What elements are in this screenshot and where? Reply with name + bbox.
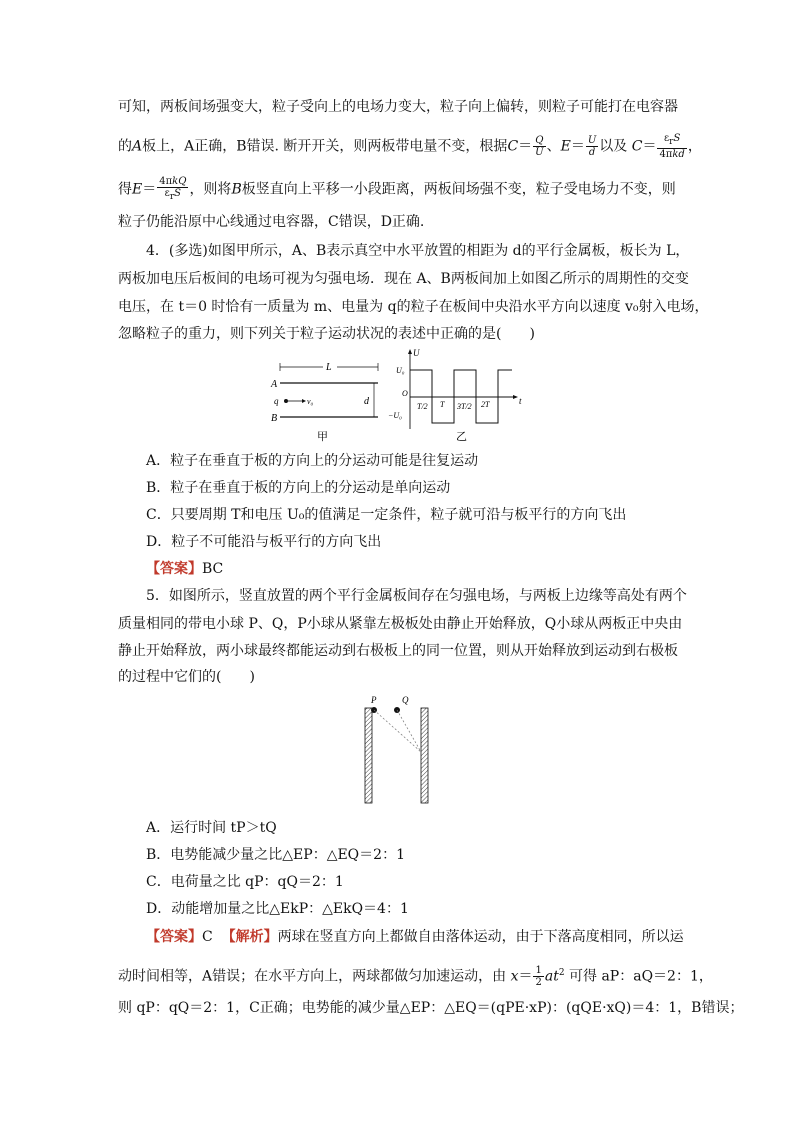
- question4-line2: 两板加电压后板间的电场可视为匀强电场．现在 A、B两板间加上如图乙所示的周期性的交变: [118, 271, 689, 287]
- label-q-ball: Q: [402, 695, 409, 705]
- tick-t: T: [440, 400, 445, 409]
- tick-2t: 2T: [481, 400, 490, 409]
- tick-t-half: T/2: [417, 402, 428, 411]
- paragraph1-line1: 可知，两板间场强变大，粒子受向上的电场力变大，粒子向上偏转，则粒子可能打在电容器: [118, 99, 678, 115]
- square-wave: [410, 370, 512, 423]
- answer-value: BC: [202, 561, 224, 577]
- question4-option-d: D．粒子不可能沿与板平行的方向飞出: [146, 534, 382, 550]
- question5-option-b: B．电势能减少量之比△EP：△EQ＝2：1: [146, 847, 405, 863]
- caption-yi: 乙: [456, 431, 467, 443]
- question4-option-c: C．只要周期 T和电压 U₀的值满足一定条件，粒子就可沿与板平行的方向飞出: [146, 507, 627, 523]
- axis-t: t: [519, 396, 522, 406]
- question4-answer: [146, 559, 223, 579]
- tick-3t-half: 3T/2: [457, 402, 472, 411]
- question4-line3: 电压，在 t＝0 时恰有一质量为 m、电量为 q的粒子在板间中央沿水平方向以速度 v₀射入电场，: [118, 299, 709, 315]
- question5-analysis-line2: 动时间相等，A错误；在水平方向上，两球都做匀加速运动，由 x＝ $\frac{1}{2}$ $at^2$ 可得 aP：aQ＝2：1，: [118, 965, 713, 989]
- label-o: O: [402, 389, 408, 398]
- label-neg-u0: −U₀: [388, 411, 402, 420]
- answer-tag: 【答案】: [146, 561, 202, 577]
- fraction-half: $\frac{1}{2}$: [535, 965, 542, 989]
- axis-u: U: [413, 348, 420, 358]
- question4-option-a: A．粒子在垂直于板的方向上的分运动可能是往复运动: [146, 453, 479, 469]
- paragraph1-line4: 粒子仍能沿原中心线通过电容器，C错误，D正确.: [118, 214, 425, 230]
- left-plate: [365, 708, 372, 803]
- right-plate: [421, 708, 428, 803]
- fraction-u-over-d: $\frac{U}{d}$: [587, 135, 597, 158]
- path-q: [397, 710, 421, 752]
- label-u0: U₀: [396, 366, 405, 375]
- label-v0: v₀: [307, 397, 314, 406]
- paragraph1-line3: 得E＝ $\frac{\text{4πkQ}}{\varepsilon_rS}$ ，则将B板竖直向上平移一小段距离，两板间场强不变，粒子受电场力不变，则: [118, 176, 676, 202]
- question5-option-c: C．电荷量之比 qP：qQ＝2：1: [146, 874, 344, 890]
- label-q: q: [274, 396, 279, 406]
- question5-option-a: A．运行时间 tP＞tQ: [146, 820, 277, 836]
- question5-line4: 的过程中它们的( ): [118, 669, 255, 685]
- caption-jia: 甲: [317, 431, 328, 443]
- fraction-q-over-u: $\frac{Q}{U}$: [535, 135, 544, 158]
- question4-option-b: B．粒子在垂直于板的方向上的分运动是单向运动: [146, 480, 451, 496]
- question5-option-d: D．动能增加量之比△EkP：△EkQ＝4：1: [146, 901, 409, 917]
- label-d: d: [364, 396, 369, 407]
- label-p: P: [371, 695, 377, 705]
- fraction-field: $\frac{\text{4πkQ}}{\varepsilon_rS}$: [159, 176, 187, 202]
- path-p: [374, 710, 421, 752]
- question5-answer-line: 【答案】C 【解析】两球在竖直方向上都做自由落体运动，由于下落高度相同，所以运: [146, 929, 684, 945]
- label-a: A: [271, 379, 278, 390]
- question4-line4: 忽略粒子的重力，则下列关于粒子运动状况的表述中正确的是( ): [118, 326, 535, 342]
- question5-line2: 质量相同的带电小球 P、Q，P小球从紧靠左极板处由静止开始释放，Q小球从两板正中央由: [118, 616, 683, 632]
- label-b: B: [271, 413, 278, 424]
- question4-line1: 4．(多选)如图甲所示，A、B表示真空中水平放置的相距为 d的平行金属板，板长为 L，: [146, 243, 690, 259]
- question5-line3: 静止开始释放，两小球最终都能运动到右极板上的同一位置，则从开始释放到运动到右极板: [118, 643, 678, 659]
- question5-line1: 5．如图所示，竖直放置的两个平行金属板间存在匀强电场，与两板上边缘等高处有两个: [146, 588, 687, 604]
- question5-figure: [355, 690, 445, 808]
- label-l: L: [326, 362, 332, 373]
- paragraph1-line2: 的A板上，A正确，B错误. 断开开关，则两板带电量不变，根据C＝ $\frac{Q}{U}$ 、E＝ $\frac{U}{d}$ 以及 C＝ $\frac{\varepsilon_rS}{\text{4πkd}}$ ，: [118, 133, 702, 160]
- question4-figure: [260, 345, 530, 445]
- fraction-capacitance: $\frac{\varepsilon_rS}{\text{4πkd}}$: [659, 133, 685, 160]
- question5-analysis-line3: 则 qP：qQ＝2：1，C正确；电势能的减少量△EP：△EQ＝(qPE·xP)：(qQE·xQ)＝4：1，B错误；: [118, 1000, 744, 1016]
- particle-dot: [284, 399, 288, 403]
